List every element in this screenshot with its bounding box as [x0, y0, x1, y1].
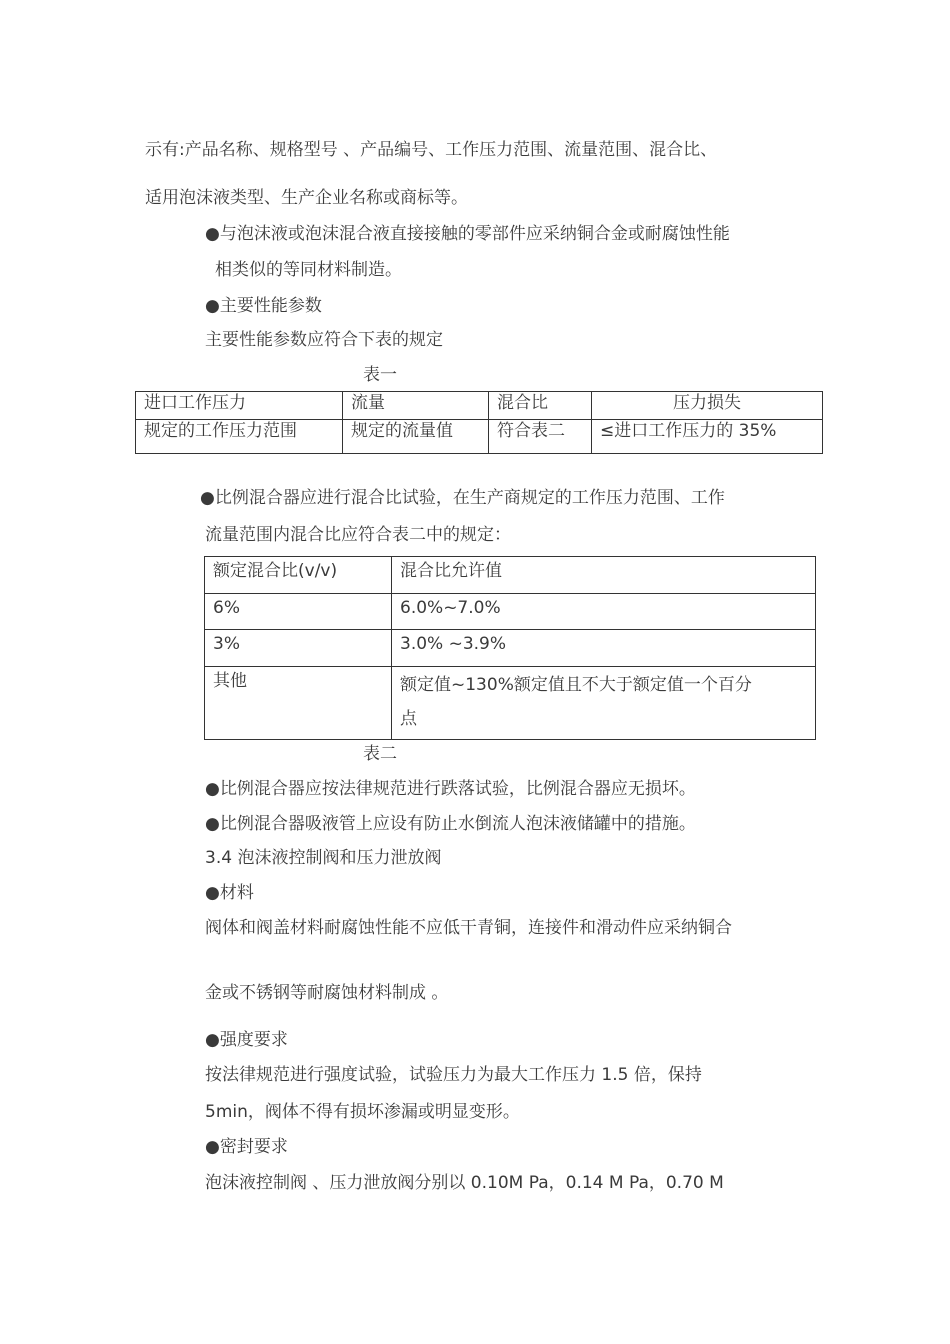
table-cell: 混合比 [489, 392, 592, 420]
text-line: 适用泡沫液类型、生产企业名称或商标等。 [145, 188, 468, 208]
table-cell: 规定的流量值 [343, 420, 489, 454]
bullet-line: ●与泡沫液或泡沫混合液直接接触的零部件应采纳铜合金或耐腐蚀性能 [205, 224, 730, 244]
table-caption: 表二 [363, 744, 397, 764]
text-line: 按法律规范进行强度试验，试验压力为最大工作压力 1.5 倍，保持 [205, 1065, 702, 1085]
text-line: 金或不锈钢等耐腐蚀材料制成 。 [205, 983, 449, 1003]
table-cell: 额定混合比(v/v) [205, 557, 392, 594]
bullet-line: ●强度要求 [205, 1030, 288, 1050]
cell-line: 点 [400, 709, 417, 729]
table-cell: 混合比允许值 [392, 557, 816, 594]
text-line: 主要性能参数应符合下表的规定 [205, 330, 443, 350]
text-line: 阀体和阀盖材料耐腐蚀性能不应低干青铜，连接件和滑动件应采纳铜合 [205, 918, 732, 938]
text-line: 泡沫液控制阀 、压力泄放阀分别以 0.10M Pa，0.14 M Pa，0.70 M [205, 1173, 724, 1193]
table-cell: 流量 [343, 392, 489, 420]
bullet-line: ●主要性能参数 [205, 296, 322, 316]
bullet-line: ●密封要求 [205, 1137, 288, 1157]
table-cell: 符合表二 [489, 420, 592, 454]
table-cell: 3.0% ~3.9% [392, 630, 816, 667]
table-cell: 6% [205, 594, 392, 630]
table-cell: ≤进口工作压力的 35% [592, 420, 823, 454]
text-line: 流量范围内混合比应符合表二中的规定： [205, 525, 511, 545]
text-line: 示有:产品名称、规格型号 、产品编号、工作压力范围、流量范围、混合比、 [145, 140, 718, 160]
bullet-line: ●比例混合器吸液管上应设有防止水倒流人泡沫液储罐中的措施。 [205, 814, 696, 834]
table-cell: 6.0%~7.0% [392, 594, 816, 630]
table-cell: 3% [205, 630, 392, 667]
table-1 [135, 391, 823, 454]
text-line: 5min，阀体不得有损坏渗漏或明显变形。 [205, 1102, 520, 1122]
table-cell: 进口工作压力 [136, 392, 343, 420]
table-caption: 表一 [363, 365, 397, 385]
table-cell [392, 667, 816, 740]
text-line: 相类似的等同材料制造。 [215, 260, 402, 280]
bullet-line: ●材料 [205, 883, 254, 903]
bullet-line: ●比例混合器应按法律规范进行跌落试验，比例混合器应无损坏。 [205, 779, 696, 799]
section-heading: 3.4 泡沫液控制阀和压力泄放阀 [205, 848, 442, 868]
table-cell: 压力损失 [592, 392, 823, 420]
table-2 [204, 556, 816, 740]
table-cell: 其他 [205, 667, 392, 740]
cell-line: 额定值~130%额定值且不大于额定值一个百分 [400, 675, 752, 695]
bullet-line: ●比例混合器应进行混合比试验，在生产商规定的工作压力范围、工作 [200, 488, 725, 508]
table-cell: 规定的工作压力范围 [136, 420, 343, 454]
